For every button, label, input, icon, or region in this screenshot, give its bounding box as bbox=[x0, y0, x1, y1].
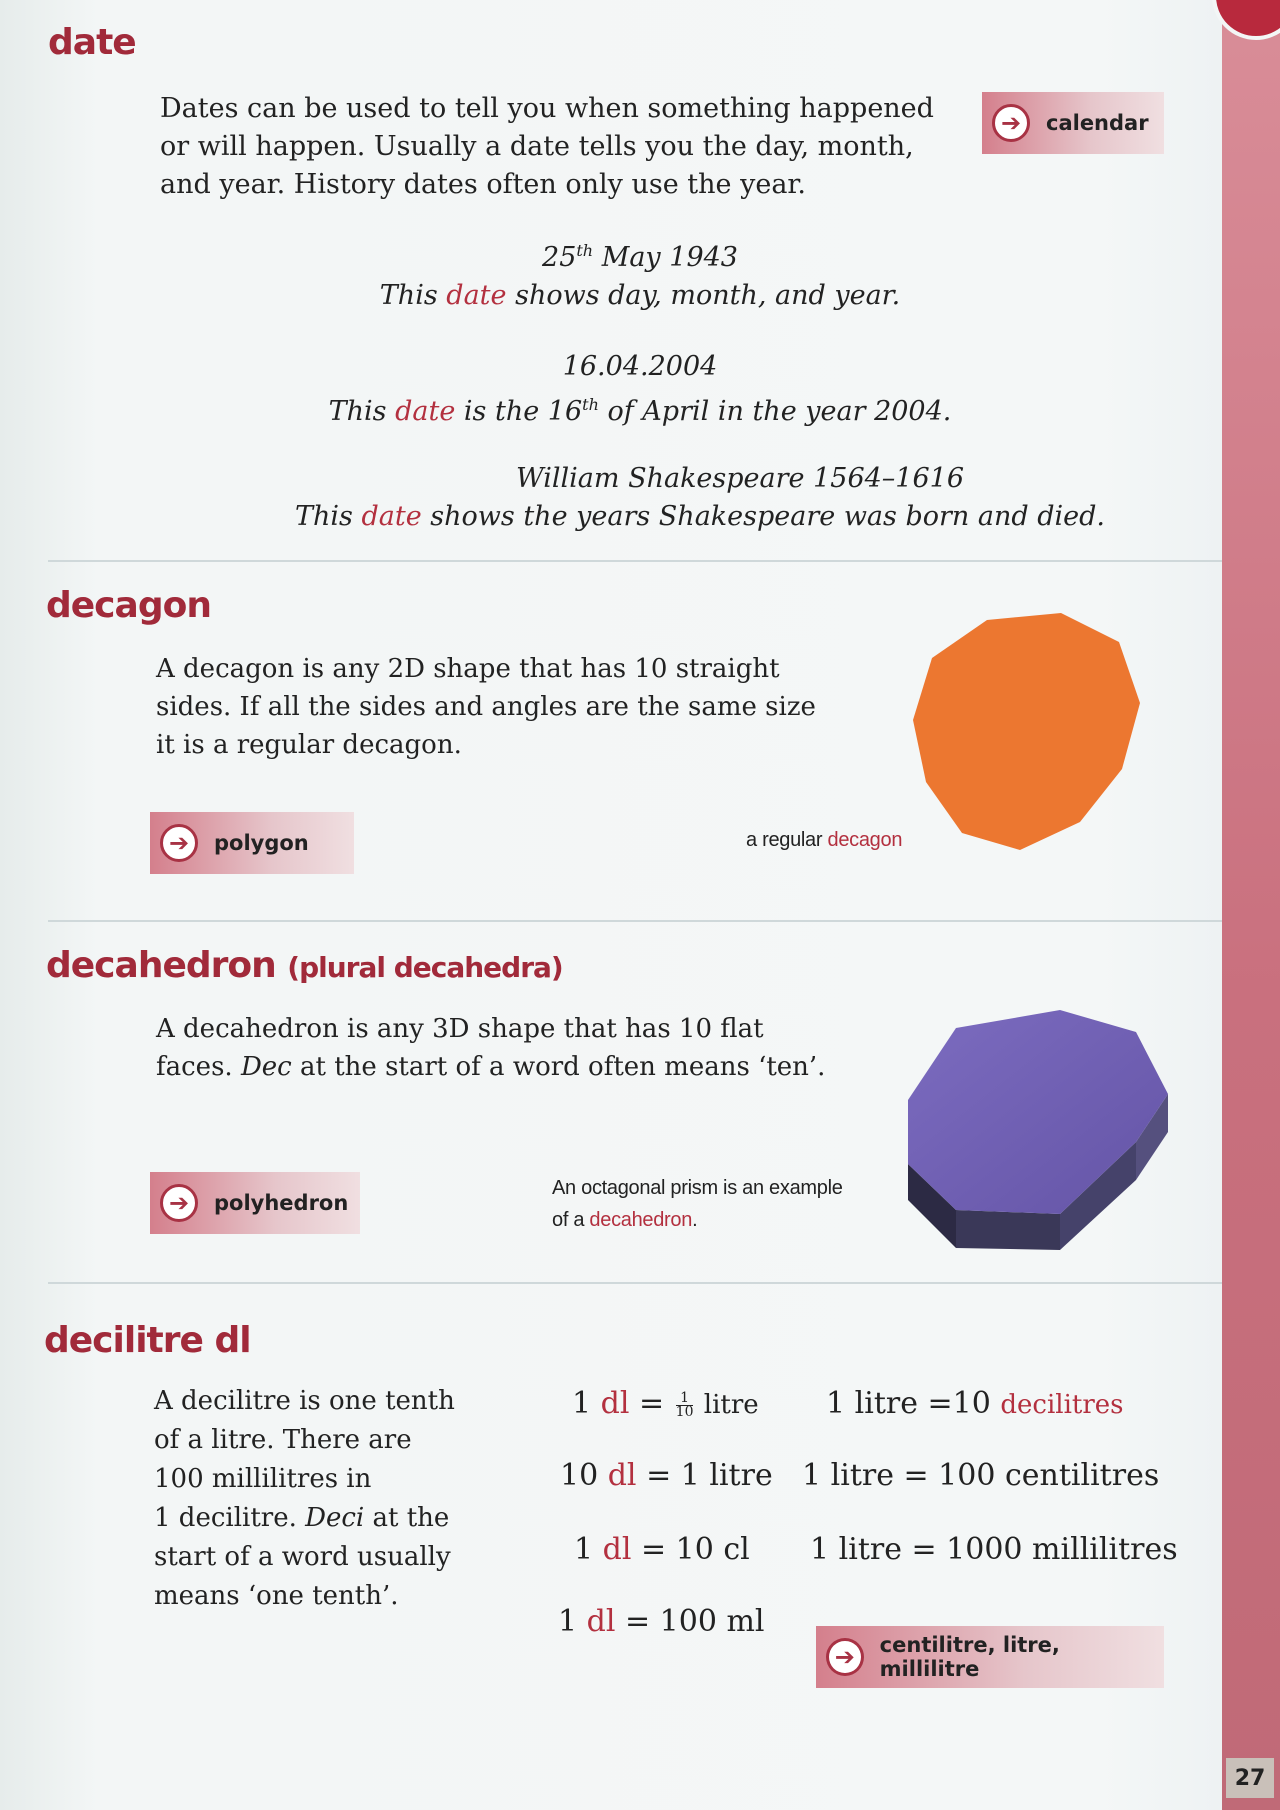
example-explanation: This date shows day, month, and year. bbox=[379, 280, 901, 311]
page-number: 27 bbox=[1226, 1758, 1274, 1798]
prism-side-front bbox=[956, 1210, 1060, 1250]
xref-label: centilitre, litre, millilitre bbox=[879, 1633, 1060, 1681]
decahedron-definition bbox=[156, 1010, 825, 1086]
decilitre-definition-line: means ‘one tenth’. bbox=[154, 1581, 399, 1611]
decilitre-definition-line: 1 decilitre. Deci at the bbox=[154, 1503, 450, 1533]
equation-dl-to-ml: 1 dl = 100 ml bbox=[558, 1604, 765, 1639]
unit-symbol: dl bbox=[214, 1320, 251, 1361]
decahedron-caption: An octagonal prism is an example of a decahedron. bbox=[552, 1177, 843, 1231]
equation-litre-to-decilitres: 1 litre =10 decilitres bbox=[826, 1386, 1124, 1421]
regular-decagon bbox=[913, 613, 1140, 850]
equation-10dl: 10 dl = 1 litre bbox=[560, 1458, 773, 1493]
example-explanation: This date is the 16th of April in the year 2004. bbox=[328, 395, 952, 427]
decagon-definition bbox=[156, 650, 816, 764]
headword-decagon: decagon bbox=[46, 585, 211, 626]
date-example-2 bbox=[280, 348, 1000, 431]
date-definition-line: or will happen. Usually a date tells you the day, month, bbox=[160, 131, 914, 162]
xref-centilitre-litre-millilitre[interactable] bbox=[816, 1626, 1164, 1688]
date-definition-line: and year. History dates often only use the year. bbox=[160, 169, 806, 200]
example-date: William Shakespeare 1564–1616 bbox=[515, 463, 965, 494]
date-example-3 bbox=[290, 460, 1110, 536]
arrow-right-icon: ➔ bbox=[160, 1184, 198, 1222]
headword-decahedron: decahedron (plural decahedra) bbox=[46, 945, 563, 986]
xref-label: calendar bbox=[1046, 111, 1149, 135]
date-definition bbox=[160, 90, 934, 204]
decilitre-definition-line: 100 millilitres in bbox=[154, 1464, 372, 1494]
example-date: 25th May 1943 bbox=[542, 241, 738, 273]
xref-polygon[interactable] bbox=[150, 812, 354, 874]
headword-date: date bbox=[48, 22, 136, 63]
xref-label: polyhedron bbox=[214, 1191, 349, 1215]
equation-litre-to-millilitres: 1 litre = 1000 millilitres bbox=[810, 1532, 1178, 1567]
example-explanation: This date shows the years Shakespeare was born and died. bbox=[295, 501, 1105, 532]
plural-form: (plural decahedra) bbox=[287, 951, 563, 984]
arrow-right-icon: ➔ bbox=[160, 824, 198, 862]
decahedron-definition-line: faces. Dec at the start of a word often means ‘ten’. bbox=[156, 1052, 826, 1082]
equation-litre-to-centilitres: 1 litre = 100 centilitres bbox=[802, 1458, 1160, 1493]
decilitre-definition-line: of a litre. There are bbox=[154, 1425, 412, 1455]
margin-strip bbox=[1222, 0, 1280, 1810]
decagon-definition-line: A decagon is any 2D shape that has 10 straight bbox=[156, 654, 780, 684]
section-divider bbox=[48, 1282, 1222, 1284]
xref-polyhedron[interactable] bbox=[150, 1172, 360, 1234]
date-example-1 bbox=[300, 232, 980, 315]
xref-label: polygon bbox=[214, 831, 309, 855]
decagon-shape bbox=[910, 610, 1142, 856]
arrow-right-icon: ➔ bbox=[992, 104, 1030, 142]
decagon-definition-line: sides. If all the sides and angles are the same size bbox=[156, 692, 816, 722]
section-divider bbox=[48, 920, 1222, 922]
fraction: $\frac{1}{10}$ bbox=[675, 1389, 694, 1420]
equation-dl-to-cl: 1 dl = 10 cl bbox=[574, 1532, 750, 1567]
equation-dl-to-litre: 1 dl = $\frac{1}{10}$ litre bbox=[572, 1386, 759, 1421]
decagon-caption: a regular decagon bbox=[746, 829, 903, 851]
decilitre-definition-line: A decilitre is one tenth bbox=[154, 1386, 455, 1416]
decagon-definition-line: it is a regular decagon. bbox=[156, 730, 462, 760]
octagonal-prism-shape bbox=[900, 1000, 1172, 1252]
date-definition-line: Dates can be used to tell you when something happened bbox=[160, 93, 934, 124]
headword-decilitre: decilitre dl bbox=[44, 1320, 251, 1361]
decilitre-definition-line: start of a word usually bbox=[154, 1542, 451, 1572]
xref-calendar[interactable] bbox=[982, 92, 1164, 154]
section-divider bbox=[48, 560, 1222, 562]
decahedron-definition-line: A decahedron is any 3D shape that has 10 flat bbox=[156, 1014, 764, 1044]
example-date: 16.04.2004 bbox=[562, 351, 718, 382]
arrow-right-icon: ➔ bbox=[826, 1638, 864, 1676]
decilitre-definition bbox=[154, 1382, 455, 1616]
